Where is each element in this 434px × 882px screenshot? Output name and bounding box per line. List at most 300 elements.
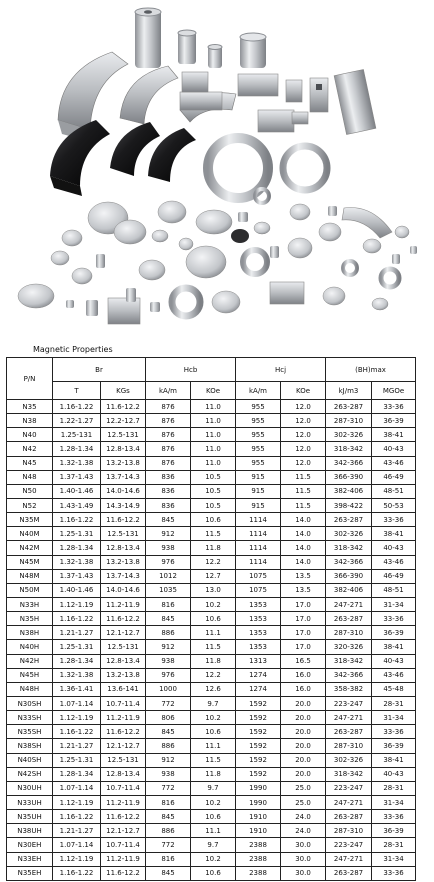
cell-br-kgs: 14.3-14.9 bbox=[101, 498, 146, 512]
cell-grade: N45H bbox=[7, 668, 53, 682]
cell-bhmax-kjm3: 318-342 bbox=[326, 654, 372, 668]
cell-br-t: 1.36-1.41 bbox=[53, 682, 101, 696]
cell-bhmax-mgoe: 38-41 bbox=[372, 428, 416, 442]
cell-hcb-koe: 9.7 bbox=[191, 696, 236, 710]
cell-grade: N30EH bbox=[7, 838, 53, 852]
unit-br-t: T bbox=[53, 382, 101, 400]
cell-hcj-kam: 1114 bbox=[236, 513, 281, 527]
cell-hcb-koe: 11.0 bbox=[191, 442, 236, 456]
cell-hcb-koe: 12.2 bbox=[191, 668, 236, 682]
cell-hcb-koe: 9.7 bbox=[191, 838, 236, 852]
cell-grade: N42H bbox=[7, 654, 53, 668]
cell-bhmax-mgoe: 40-43 bbox=[372, 442, 416, 456]
cell-hcb-kam: 876 bbox=[146, 400, 191, 414]
cell-bhmax-kjm3: 287-310 bbox=[326, 414, 372, 428]
cell-br-kgs: 11.6-12.2 bbox=[101, 612, 146, 626]
cell-br-t: 1.32-1.38 bbox=[53, 555, 101, 569]
unit-hcj-koe: KOe bbox=[281, 382, 326, 400]
table-row bbox=[7, 400, 416, 414]
table-row bbox=[7, 428, 416, 442]
cell-hcj-koe: 30.0 bbox=[281, 838, 326, 852]
cell-hcj-koe: 20.0 bbox=[281, 767, 326, 781]
cell-br-t: 1.32-1.38 bbox=[53, 456, 101, 470]
cell-grade: N30UH bbox=[7, 781, 53, 795]
table-row bbox=[7, 456, 416, 470]
cell-bhmax-kjm3: 287-310 bbox=[326, 824, 372, 838]
cell-hcj-koe: 17.0 bbox=[281, 597, 326, 611]
cell-bhmax-kjm3: 318-342 bbox=[326, 541, 372, 555]
cell-bhmax-mgoe: 38-41 bbox=[372, 753, 416, 767]
table-row bbox=[7, 498, 416, 512]
cell-grade: N40M bbox=[7, 527, 53, 541]
table-row bbox=[7, 668, 416, 682]
cell-grade: N38UH bbox=[7, 824, 53, 838]
cell-hcj-koe: 30.0 bbox=[281, 866, 326, 880]
table-row bbox=[7, 597, 416, 611]
cell-hcj-kam: 1592 bbox=[236, 767, 281, 781]
cell-br-kgs: 13.2-13.8 bbox=[101, 668, 146, 682]
table-row bbox=[7, 626, 416, 640]
cell-hcb-kam: 886 bbox=[146, 824, 191, 838]
cell-hcj-kam: 1313 bbox=[236, 654, 281, 668]
cell-bhmax-mgoe: 48-51 bbox=[372, 484, 416, 498]
table-row bbox=[7, 470, 416, 484]
cell-br-t: 1.07-1.14 bbox=[53, 781, 101, 795]
cell-hcj-kam: 1990 bbox=[236, 795, 281, 809]
cell-bhmax-kjm3: 342-366 bbox=[326, 456, 372, 470]
cell-grade: N45 bbox=[7, 456, 53, 470]
cell-grade: N42SH bbox=[7, 767, 53, 781]
cell-hcb-kam: 912 bbox=[146, 753, 191, 767]
cell-bhmax-mgoe: 45-48 bbox=[372, 682, 416, 696]
cell-bhmax-kjm3: 342-366 bbox=[326, 555, 372, 569]
cell-hcb-koe: 10.6 bbox=[191, 866, 236, 880]
cell-hcb-kam: 938 bbox=[146, 767, 191, 781]
cell-bhmax-mgoe: 48-51 bbox=[372, 583, 416, 597]
cell-bhmax-kjm3: 320-326 bbox=[326, 640, 372, 654]
cell-br-kgs: 13.2-13.8 bbox=[101, 555, 146, 569]
cell-br-t: 1.12-1.19 bbox=[53, 597, 101, 611]
cell-bhmax-kjm3: 318-342 bbox=[326, 442, 372, 456]
cell-br-kgs: 12.8-13.4 bbox=[101, 442, 146, 456]
cell-grade: N42M bbox=[7, 541, 53, 555]
cell-br-kgs: 11.6-12.2 bbox=[101, 513, 146, 527]
cell-grade: N45M bbox=[7, 555, 53, 569]
cell-br-t: 1.07-1.14 bbox=[53, 838, 101, 852]
cell-br-t: 1.25-131 bbox=[53, 428, 101, 442]
cell-bhmax-kjm3: 342-366 bbox=[326, 668, 372, 682]
cell-hcb-koe: 11.0 bbox=[191, 456, 236, 470]
table-row bbox=[7, 612, 416, 626]
cell-hcj-koe: 20.0 bbox=[281, 711, 326, 725]
cell-hcb-koe: 12.7 bbox=[191, 569, 236, 583]
cell-grade: N35UH bbox=[7, 810, 53, 824]
table-caption: Magnetic Properties bbox=[33, 345, 113, 354]
cell-hcb-kam: 845 bbox=[146, 725, 191, 739]
cell-hcj-kam: 915 bbox=[236, 498, 281, 512]
cell-hcj-kam: 915 bbox=[236, 484, 281, 498]
cell-br-t: 1.16-1.22 bbox=[53, 400, 101, 414]
cell-bhmax-kjm3: 358-382 bbox=[326, 682, 372, 696]
cell-bhmax-kjm3: 302-326 bbox=[326, 428, 372, 442]
cell-br-t: 1.28-1.34 bbox=[53, 442, 101, 456]
cell-hcj-koe: 12.0 bbox=[281, 456, 326, 470]
cell-hcj-kam: 1075 bbox=[236, 583, 281, 597]
cell-hcb-kam: 816 bbox=[146, 795, 191, 809]
cell-hcb-koe: 10.2 bbox=[191, 597, 236, 611]
cell-br-t: 1.21-1.27 bbox=[53, 626, 101, 640]
cell-br-t: 1.40-1.46 bbox=[53, 583, 101, 597]
cell-hcj-koe: 13.5 bbox=[281, 583, 326, 597]
cell-br-kgs: 12.1-12.7 bbox=[101, 626, 146, 640]
cell-hcb-koe: 10.2 bbox=[191, 852, 236, 866]
cell-hcj-koe: 16.0 bbox=[281, 668, 326, 682]
unit-hcj-kam: kA/m bbox=[236, 382, 281, 400]
cell-hcb-koe: 10.6 bbox=[191, 725, 236, 739]
cell-hcj-koe: 13.5 bbox=[281, 569, 326, 583]
cell-br-kgs: 12.8-13.4 bbox=[101, 654, 146, 668]
table-row bbox=[7, 682, 416, 696]
cell-hcb-kam: 886 bbox=[146, 739, 191, 753]
cell-bhmax-mgoe: 43-46 bbox=[372, 555, 416, 569]
cell-br-t: 1.25-1.31 bbox=[53, 753, 101, 767]
cell-grade: N30SH bbox=[7, 696, 53, 710]
cell-br-kgs: 10.7-11.4 bbox=[101, 838, 146, 852]
cell-hcj-kam: 1353 bbox=[236, 626, 281, 640]
cell-hcb-kam: 976 bbox=[146, 668, 191, 682]
cell-bhmax-mgoe: 38-41 bbox=[372, 640, 416, 654]
cell-bhmax-kjm3: 223-247 bbox=[326, 781, 372, 795]
cell-hcb-koe: 10.6 bbox=[191, 612, 236, 626]
table-row bbox=[7, 583, 416, 597]
cell-hcj-koe: 16.5 bbox=[281, 654, 326, 668]
cell-hcb-koe: 11.8 bbox=[191, 654, 236, 668]
cell-br-kgs: 13.7-14.3 bbox=[101, 470, 146, 484]
cell-hcb-koe: 11.8 bbox=[191, 541, 236, 555]
table-row bbox=[7, 527, 416, 541]
cell-hcb-koe: 10.6 bbox=[191, 513, 236, 527]
cell-hcj-koe: 11.5 bbox=[281, 498, 326, 512]
cell-br-t: 1.28-1.34 bbox=[53, 541, 101, 555]
cell-hcj-kam: 1353 bbox=[236, 612, 281, 626]
table-row bbox=[7, 484, 416, 498]
cell-br-t: 1.16-1.22 bbox=[53, 810, 101, 824]
cell-br-t: 1.21-1.27 bbox=[53, 824, 101, 838]
cell-br-kgs: 10.7-11.4 bbox=[101, 696, 146, 710]
cell-hcb-kam: 876 bbox=[146, 442, 191, 456]
cell-br-kgs: 11.6-12.2 bbox=[101, 810, 146, 824]
cell-hcb-koe: 11.0 bbox=[191, 414, 236, 428]
cell-hcb-koe: 11.5 bbox=[191, 753, 236, 767]
cell-hcb-koe: 11.1 bbox=[191, 824, 236, 838]
cell-hcj-kam: 1592 bbox=[236, 696, 281, 710]
cell-hcb-kam: 876 bbox=[146, 414, 191, 428]
cell-br-t: 1.12-1.19 bbox=[53, 711, 101, 725]
cell-br-kgs: 11.2-11.9 bbox=[101, 852, 146, 866]
cell-hcb-kam: 806 bbox=[146, 711, 191, 725]
cell-hcj-kam: 1075 bbox=[236, 569, 281, 583]
cell-grade: N35EH bbox=[7, 866, 53, 880]
cell-br-kgs: 13.2-13.8 bbox=[101, 456, 146, 470]
cell-bhmax-mgoe: 33-36 bbox=[372, 400, 416, 414]
cell-br-kgs: 13.6-141 bbox=[101, 682, 146, 696]
cell-bhmax-mgoe: 36-39 bbox=[372, 739, 416, 753]
cell-br-t: 1.40-1.46 bbox=[53, 484, 101, 498]
cell-hcj-koe: 25.0 bbox=[281, 781, 326, 795]
cell-bhmax-mgoe: 36-39 bbox=[372, 626, 416, 640]
cell-br-t: 1.16-1.22 bbox=[53, 513, 101, 527]
cell-br-t: 1.37-1.43 bbox=[53, 569, 101, 583]
cell-hcj-koe: 14.0 bbox=[281, 527, 326, 541]
cell-bhmax-kjm3: 263-287 bbox=[326, 810, 372, 824]
cell-grade: N35M bbox=[7, 513, 53, 527]
cell-grade: N50M bbox=[7, 583, 53, 597]
cell-hcb-koe: 11.5 bbox=[191, 527, 236, 541]
cell-hcb-koe: 11.8 bbox=[191, 767, 236, 781]
cell-br-t: 1.12-1.19 bbox=[53, 852, 101, 866]
cell-br-t: 1.22-1.27 bbox=[53, 414, 101, 428]
cell-hcb-koe: 10.2 bbox=[191, 795, 236, 809]
cell-bhmax-kjm3: 247-271 bbox=[326, 711, 372, 725]
cell-br-t: 1.32-1.38 bbox=[53, 668, 101, 682]
cell-bhmax-kjm3: 398-422 bbox=[326, 498, 372, 512]
cell-br-t: 1.07-1.14 bbox=[53, 696, 101, 710]
cell-bhmax-mgoe: 46-49 bbox=[372, 470, 416, 484]
cell-hcb-kam: 886 bbox=[146, 626, 191, 640]
cell-hcb-kam: 772 bbox=[146, 838, 191, 852]
cell-hcb-koe: 13.0 bbox=[191, 583, 236, 597]
cell-bhmax-kjm3: 263-287 bbox=[326, 513, 372, 527]
table-row bbox=[7, 569, 416, 583]
cell-bhmax-mgoe: 36-39 bbox=[372, 824, 416, 838]
cell-bhmax-kjm3: 223-247 bbox=[326, 838, 372, 852]
table-row bbox=[7, 753, 416, 767]
cell-hcj-koe: 30.0 bbox=[281, 852, 326, 866]
cell-hcb-kam: 938 bbox=[146, 654, 191, 668]
cell-hcb-kam: 845 bbox=[146, 513, 191, 527]
cell-hcj-kam: 955 bbox=[236, 428, 281, 442]
cell-grade: N42 bbox=[7, 442, 53, 456]
cell-grade: N35 bbox=[7, 400, 53, 414]
table-row bbox=[7, 824, 416, 838]
cell-bhmax-kjm3: 287-310 bbox=[326, 739, 372, 753]
cell-hcb-koe: 10.5 bbox=[191, 498, 236, 512]
cell-br-t: 1.16-1.22 bbox=[53, 612, 101, 626]
cell-bhmax-mgoe: 28-31 bbox=[372, 838, 416, 852]
cell-br-t: 1.43-1.49 bbox=[53, 498, 101, 512]
cell-br-kgs: 12.1-12.7 bbox=[101, 739, 146, 753]
cell-hcj-kam: 955 bbox=[236, 442, 281, 456]
cell-bhmax-kjm3: 263-287 bbox=[326, 612, 372, 626]
cell-hcb-kam: 772 bbox=[146, 696, 191, 710]
cell-hcj-kam: 955 bbox=[236, 456, 281, 470]
cell-hcb-koe: 10.2 bbox=[191, 711, 236, 725]
cell-hcb-kam: 912 bbox=[146, 527, 191, 541]
cell-hcj-kam: 1114 bbox=[236, 527, 281, 541]
cell-grade: N33UH bbox=[7, 795, 53, 809]
cell-grade: N50 bbox=[7, 484, 53, 498]
cell-bhmax-mgoe: 31-34 bbox=[372, 711, 416, 725]
cell-bhmax-mgoe: 33-36 bbox=[372, 810, 416, 824]
table-row bbox=[7, 513, 416, 527]
cell-hcj-kam: 2388 bbox=[236, 852, 281, 866]
cell-grade: N40 bbox=[7, 428, 53, 442]
cell-hcb-koe: 11.5 bbox=[191, 640, 236, 654]
cell-grade: N38 bbox=[7, 414, 53, 428]
cell-hcb-kam: 836 bbox=[146, 470, 191, 484]
cell-br-t: 1.21-1.27 bbox=[53, 739, 101, 753]
cell-hcb-kam: 816 bbox=[146, 597, 191, 611]
cell-bhmax-kjm3: 302-326 bbox=[326, 527, 372, 541]
cell-hcj-kam: 1114 bbox=[236, 555, 281, 569]
table-row bbox=[7, 414, 416, 428]
cell-bhmax-kjm3: 263-287 bbox=[326, 866, 372, 880]
cell-hcb-koe: 10.5 bbox=[191, 484, 236, 498]
table-row bbox=[7, 866, 416, 880]
cell-bhmax-kjm3: 263-287 bbox=[326, 725, 372, 739]
cell-br-t: 1.37-1.43 bbox=[53, 470, 101, 484]
unit-br-kgs: KGs bbox=[101, 382, 146, 400]
cell-hcj-kam: 955 bbox=[236, 400, 281, 414]
cell-hcj-koe: 25.0 bbox=[281, 795, 326, 809]
table-row bbox=[7, 541, 416, 555]
table-row bbox=[7, 725, 416, 739]
cell-br-t: 1.16-1.22 bbox=[53, 866, 101, 880]
cell-grade: N48 bbox=[7, 470, 53, 484]
cell-hcj-kam: 1990 bbox=[236, 781, 281, 795]
cell-hcb-koe: 11.0 bbox=[191, 400, 236, 414]
cell-hcb-koe: 11.0 bbox=[191, 428, 236, 442]
table-row bbox=[7, 442, 416, 456]
table-body bbox=[7, 400, 416, 881]
table-row bbox=[7, 781, 416, 795]
cell-hcj-koe: 20.0 bbox=[281, 696, 326, 710]
header-hcj: Hcj bbox=[236, 358, 326, 382]
cell-hcb-koe: 11.1 bbox=[191, 739, 236, 753]
cell-grade: N38SH bbox=[7, 739, 53, 753]
cell-hcj-koe: 24.0 bbox=[281, 824, 326, 838]
cylinder-magnets bbox=[135, 8, 266, 68]
cell-grade: N40H bbox=[7, 640, 53, 654]
cell-hcb-kam: 876 bbox=[146, 456, 191, 470]
cell-bhmax-mgoe: 33-36 bbox=[372, 866, 416, 880]
cell-bhmax-kjm3: 382-406 bbox=[326, 583, 372, 597]
cell-br-t: 1.25-1.31 bbox=[53, 640, 101, 654]
cell-hcb-koe: 9.7 bbox=[191, 781, 236, 795]
cell-bhmax-mgoe: 33-36 bbox=[372, 513, 416, 527]
cell-hcj-kam: 1114 bbox=[236, 541, 281, 555]
cell-bhmax-mgoe: 33-36 bbox=[372, 612, 416, 626]
cell-br-t: 1.28-1.34 bbox=[53, 654, 101, 668]
cell-hcj-koe: 12.0 bbox=[281, 414, 326, 428]
cell-bhmax-mgoe: 46-49 bbox=[372, 569, 416, 583]
header-br: Br bbox=[53, 358, 146, 382]
cell-hcb-kam: 938 bbox=[146, 541, 191, 555]
cell-br-kgs: 10.7-11.4 bbox=[101, 781, 146, 795]
cell-hcj-koe: 14.0 bbox=[281, 513, 326, 527]
cell-hcj-kam: 1353 bbox=[236, 597, 281, 611]
cell-br-kgs: 12.5-131 bbox=[101, 428, 146, 442]
cell-bhmax-kjm3: 287-310 bbox=[326, 626, 372, 640]
cell-hcj-kam: 1910 bbox=[236, 810, 281, 824]
cell-hcj-kam: 1592 bbox=[236, 753, 281, 767]
cell-hcj-koe: 14.0 bbox=[281, 555, 326, 569]
cell-bhmax-mgoe: 31-34 bbox=[372, 795, 416, 809]
cell-br-kgs: 11.6-12.2 bbox=[101, 400, 146, 414]
cell-hcj-koe: 20.0 bbox=[281, 753, 326, 767]
cell-hcj-koe: 12.0 bbox=[281, 442, 326, 456]
cell-grade: N35SH bbox=[7, 725, 53, 739]
cell-br-kgs: 11.6-12.2 bbox=[101, 725, 146, 739]
table-row bbox=[7, 696, 416, 710]
cell-br-kgs: 12.5-131 bbox=[101, 640, 146, 654]
unit-hcb-kam: kA/m bbox=[146, 382, 191, 400]
cell-bhmax-kjm3: 223-247 bbox=[326, 696, 372, 710]
cell-hcj-koe: 17.0 bbox=[281, 640, 326, 654]
cell-bhmax-mgoe: 38-41 bbox=[372, 527, 416, 541]
cell-hcj-koe: 24.0 bbox=[281, 810, 326, 824]
cell-bhmax-mgoe: 50-53 bbox=[372, 498, 416, 512]
table-row bbox=[7, 654, 416, 668]
table-row bbox=[7, 852, 416, 866]
cell-hcj-koe: 12.0 bbox=[281, 400, 326, 414]
cell-hcj-koe: 11.5 bbox=[281, 470, 326, 484]
cell-bhmax-kjm3: 366-390 bbox=[326, 569, 372, 583]
cell-bhmax-kjm3: 247-271 bbox=[326, 795, 372, 809]
cell-grade: N33H bbox=[7, 597, 53, 611]
cell-bhmax-mgoe: 31-34 bbox=[372, 597, 416, 611]
cell-hcj-koe: 17.0 bbox=[281, 626, 326, 640]
product-photo bbox=[0, 0, 434, 340]
cell-hcb-kam: 845 bbox=[146, 612, 191, 626]
table-row bbox=[7, 810, 416, 824]
cell-hcb-koe: 12.6 bbox=[191, 682, 236, 696]
cell-hcj-kam: 1910 bbox=[236, 824, 281, 838]
cell-grade: N38H bbox=[7, 626, 53, 640]
cell-br-t: 1.12-1.19 bbox=[53, 795, 101, 809]
cell-hcj-kam: 1353 bbox=[236, 640, 281, 654]
cell-grade: N48H bbox=[7, 682, 53, 696]
cell-bhmax-kjm3: 302-326 bbox=[326, 753, 372, 767]
cell-bhmax-mgoe: 43-46 bbox=[372, 456, 416, 470]
cell-hcj-kam: 1592 bbox=[236, 725, 281, 739]
cell-hcb-koe: 10.6 bbox=[191, 810, 236, 824]
cell-br-t: 1.25-1.31 bbox=[53, 527, 101, 541]
header-hcb: Hcb bbox=[146, 358, 236, 382]
cell-br-kgs: 12.8-13.4 bbox=[101, 767, 146, 781]
cell-hcb-kam: 836 bbox=[146, 484, 191, 498]
cell-hcj-kam: 1274 bbox=[236, 668, 281, 682]
cell-bhmax-mgoe: 28-31 bbox=[372, 696, 416, 710]
unit-bhmax-mgoe: MGOe bbox=[372, 382, 416, 400]
cell-hcb-kam: 816 bbox=[146, 852, 191, 866]
cell-br-kgs: 12.5-131 bbox=[101, 527, 146, 541]
cell-grade: N48M bbox=[7, 569, 53, 583]
unit-hcb-koe: KOe bbox=[191, 382, 236, 400]
table-row bbox=[7, 555, 416, 569]
cell-br-kgs: 13.7-14.3 bbox=[101, 569, 146, 583]
cell-grade: N33EH bbox=[7, 852, 53, 866]
cell-bhmax-mgoe: 31-34 bbox=[372, 852, 416, 866]
cell-hcb-kam: 1035 bbox=[146, 583, 191, 597]
cell-hcj-koe: 17.0 bbox=[281, 612, 326, 626]
table-row bbox=[7, 711, 416, 725]
cell-br-t: 1.28-1.34 bbox=[53, 767, 101, 781]
cell-grade: N40SH bbox=[7, 753, 53, 767]
cell-br-kgs: 12.2-12.7 bbox=[101, 414, 146, 428]
cell-bhmax-mgoe: 33-36 bbox=[372, 725, 416, 739]
cell-hcb-kam: 1012 bbox=[146, 569, 191, 583]
